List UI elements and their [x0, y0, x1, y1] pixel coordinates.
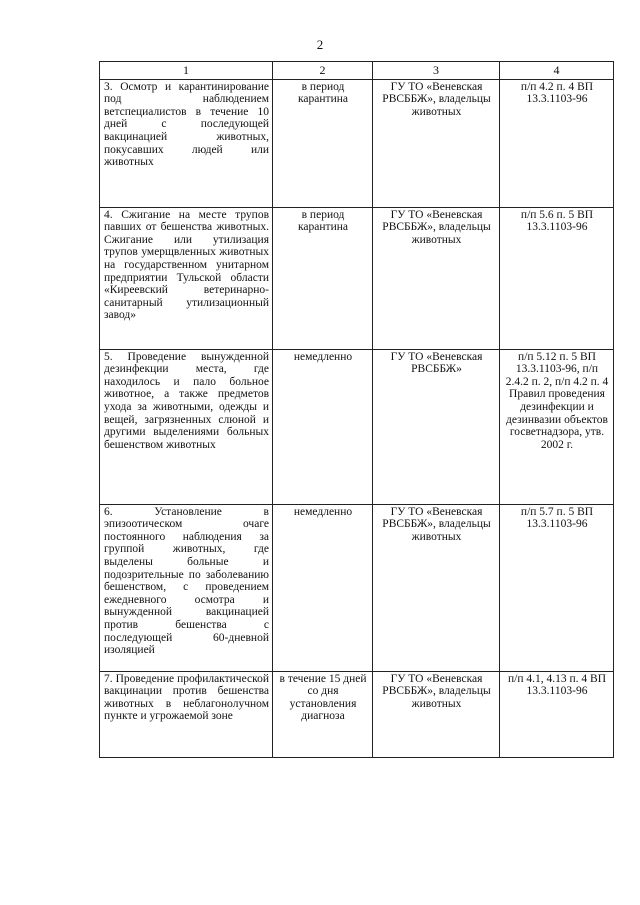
- executor-cell: ГУ ТО «Веневская РВСББЖ», владельцы животных: [373, 504, 500, 671]
- term-cell: немедленно: [273, 504, 373, 671]
- page-number: 2: [316, 37, 324, 52]
- table-header-row: [100, 62, 614, 80]
- reference-cell: п/п 4.1, 4.13 п. 4 ВП 13.3.1103-96: [500, 671, 614, 757]
- measure-cell: 6. Установление в эпизоотическом очаге постоянного наблюдения за группой животных, где выделены больные и подозрительные по заболеванию бешенством, с проведением ежедневного осмотра и вынужденной вакцинацией против бешенства с последующей 60-дневной изоляцией: [100, 504, 273, 671]
- column-header-2: 2: [273, 62, 373, 80]
- term-cell: немедленно: [273, 349, 373, 504]
- table-row: [100, 671, 614, 757]
- table-row: [100, 504, 614, 671]
- table-row: [100, 79, 614, 207]
- column-header-4: 4: [500, 62, 614, 80]
- term-cell: в период карантина: [273, 207, 373, 349]
- executor-cell: ГУ ТО «Веневская РВСББЖ»: [373, 349, 500, 504]
- reference-cell: п/п 5.12 п. 5 ВП 13.3.1103-96, п/п 2.4.2 п. 2, п/п 4.2 п. 4 Правил проведения дезинфекции и дезинвазии объектов госветнадзора, утв. 2002 г.: [500, 349, 614, 504]
- measure-cell: 3. Осмотр и карантинирование под наблюдением ветспециалистов в течение 10 дней с последующей вакцинацией животных, покусавших людей или животных: [100, 79, 273, 207]
- executor-cell: ГУ ТО «Веневская РВСББЖ», владельцы животных: [373, 79, 500, 207]
- term-cell: в течение 15 дней со дня установления диагноза: [273, 671, 373, 757]
- table-row: [100, 349, 614, 504]
- measure-cell: 7. Проведение профилактической вакцинации против бешенства животных в неблагонолучном пункте и угрожаемой зоне: [100, 671, 273, 757]
- executor-cell: ГУ ТО «Веневская РВСББЖ», владельцы животных: [373, 671, 500, 757]
- measure-cell: 5. Проведение вынужденной дезинфекции места, где находилось и пало больное животное, а также предметов ухода за животными, одежды и вещей, загрязненных слюной и другими выделениями больных бешенством животных: [100, 349, 273, 504]
- column-header-3: 3: [373, 62, 500, 80]
- column-header-1: 1: [100, 62, 273, 80]
- reference-cell: п/п 4.2 п. 4 ВП 13.3.1103-96: [500, 79, 614, 207]
- reference-cell: п/п 5.6 п. 5 ВП 13.3.1103-96: [500, 207, 614, 349]
- executor-cell: ГУ ТО «Веневская РВСББЖ», владельцы животных: [373, 207, 500, 349]
- reference-cell: п/п 5.7 п. 5 ВП 13.3.1103-96: [500, 504, 614, 671]
- measure-cell: 4. Сжигание на месте трупов павших от бешенства животных. Сжигание или утилизация трупов умерщвленных животных на государственном унитарном предприятии Тульской области «Киреевский ветеринарно-санитарный утилизационный завод»: [100, 207, 273, 349]
- table-row: [100, 207, 614, 349]
- measures-table: [99, 61, 614, 758]
- term-cell: в период карантина: [273, 79, 373, 207]
